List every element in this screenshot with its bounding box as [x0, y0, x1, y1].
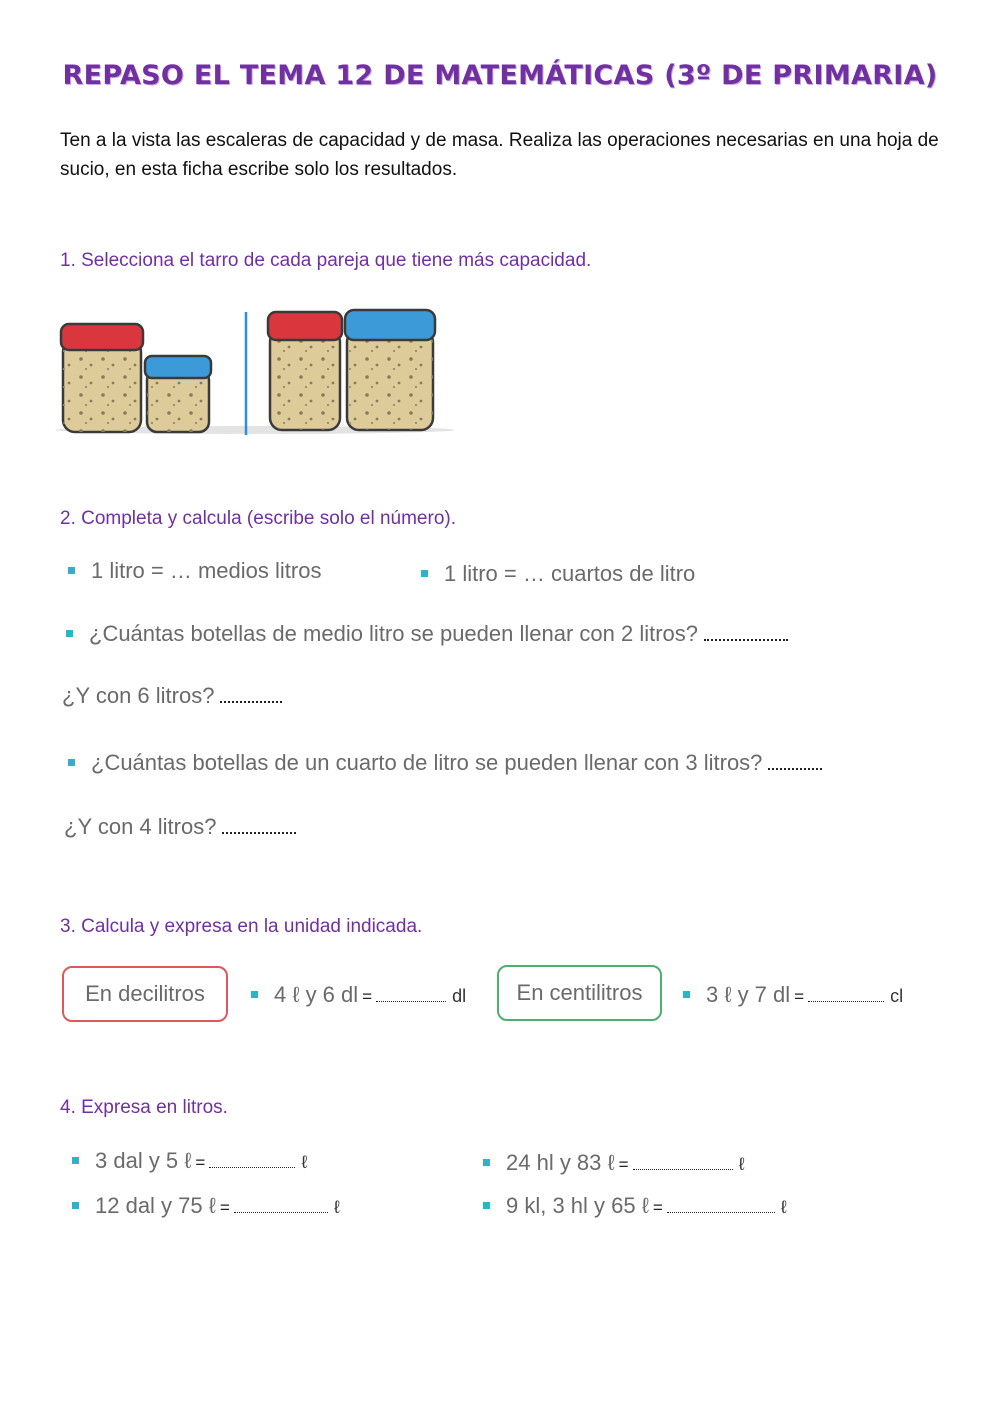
jar-pair1-small-blue[interactable]	[145, 356, 211, 432]
q2-item-a-text: 1 litro = … medios litros	[91, 558, 322, 583]
q3-expr-a-text: 4 ℓ y 6 dl	[274, 982, 359, 1007]
unit-litre: ℓ	[780, 1197, 787, 1217]
equals-sign: =	[618, 1155, 629, 1174]
unit-litre: ℓ	[333, 1197, 340, 1217]
answer-blank[interactable]	[209, 1166, 295, 1168]
q4-item-d-text: 9 kl, 3 hl y 65 ℓ	[506, 1193, 649, 1218]
q3-expr-b-text: 3 ℓ y 7 dl	[706, 982, 791, 1007]
question-4-heading: 4. Expresa en litros.	[60, 1097, 228, 1118]
q4-item-a-text: 3 dal y 5 ℓ	[95, 1148, 192, 1173]
equals-sign: =	[794, 987, 805, 1006]
page-title: REPASO EL TEMA 12 DE MATEMÁTICAS (3º DE PRIMARIA)	[62, 60, 938, 91]
q2-item-medios-litros	[68, 558, 321, 584]
q2-item-cuartos-litro	[421, 561, 695, 587]
answer-blank[interactable]	[808, 1000, 884, 1002]
instructions-text: Ten a la vista las escaleras de capacidad y de masa. Realiza las operaciones necesarias en una hoja de sucio, en esta ficha escribe solo los resultados.	[60, 130, 939, 180]
answer-blank[interactable]	[234, 1211, 328, 1213]
q2-item-cuarto-litro-3	[68, 750, 822, 776]
answer-blank[interactable]	[222, 831, 296, 834]
jar-pair1-large-red[interactable]	[61, 324, 143, 432]
q2-item-medio-litro-6	[62, 683, 282, 709]
bullet-icon	[68, 759, 75, 766]
unit-cl: cl	[890, 986, 904, 1006]
answer-blank[interactable]	[667, 1211, 775, 1213]
box-en-decilitros: En decilitros	[62, 966, 228, 1022]
q2-item-c-text: ¿Cuántas botellas de medio litro se pueden llenar con 2 litros?	[89, 621, 699, 646]
bullet-icon	[483, 1159, 490, 1166]
q4-item-c-text: 12 dal y 75 ℓ	[95, 1193, 216, 1218]
jars-illustration	[55, 300, 465, 445]
equals-sign: =	[195, 1153, 206, 1172]
q2-item-d-text: ¿Cuántas botellas de un cuarto de litro se pueden llenar con 3 litros?	[91, 750, 763, 775]
bullet-icon	[421, 570, 428, 577]
equals-sign: =	[652, 1198, 663, 1217]
answer-blank[interactable]	[704, 638, 788, 641]
bullet-icon	[72, 1202, 79, 1209]
jar-pair2-blue[interactable]	[345, 310, 435, 430]
answer-blank[interactable]	[768, 767, 822, 770]
equals-sign: =	[219, 1198, 230, 1217]
q2-item-b-text: 1 litro = … cuartos de litro	[444, 561, 696, 586]
bullet-icon	[683, 991, 690, 998]
q2-item-cuarto-litro-4	[64, 814, 296, 840]
bullet-icon	[72, 1157, 79, 1164]
bullet-icon	[251, 991, 258, 998]
question-3-heading: 3. Calcula y expresa en la unidad indicada.	[60, 916, 423, 937]
q2-item-medio-litro-2	[66, 621, 788, 647]
bullet-icon	[483, 1202, 490, 1209]
unit-dl: dl	[452, 986, 467, 1006]
q3-expr-decilitros	[251, 982, 466, 1008]
q2-item-c2-text: ¿Y con 6 litros?	[62, 683, 215, 708]
q3-expr-centilitros	[683, 982, 903, 1008]
question-2-heading: 2. Completa y calcula (escribe solo el número).	[60, 508, 457, 529]
q2-item-d2-text: ¿Y con 4 litros?	[64, 814, 217, 839]
q4-item-3dal	[72, 1148, 307, 1174]
answer-blank[interactable]	[633, 1168, 733, 1170]
box-en-centilitros: En centilitros	[497, 965, 662, 1021]
question-1-heading: 1. Selecciona el tarro de cada pareja que tiene más capacidad.	[60, 250, 592, 271]
bullet-icon	[68, 567, 75, 574]
q4-item-9kl	[483, 1193, 787, 1219]
q4-item-b-text: 24 hl y 83 ℓ	[506, 1150, 615, 1175]
jar-pair2-red[interactable]	[268, 312, 342, 430]
unit-litre: ℓ	[738, 1154, 745, 1174]
q4-item-24hl	[483, 1150, 744, 1176]
equals-sign: =	[362, 987, 373, 1006]
answer-blank[interactable]	[220, 700, 282, 703]
bullet-icon	[66, 630, 73, 637]
unit-litre: ℓ	[301, 1152, 308, 1172]
q4-item-12dal	[72, 1193, 340, 1219]
answer-blank[interactable]	[376, 1000, 446, 1002]
